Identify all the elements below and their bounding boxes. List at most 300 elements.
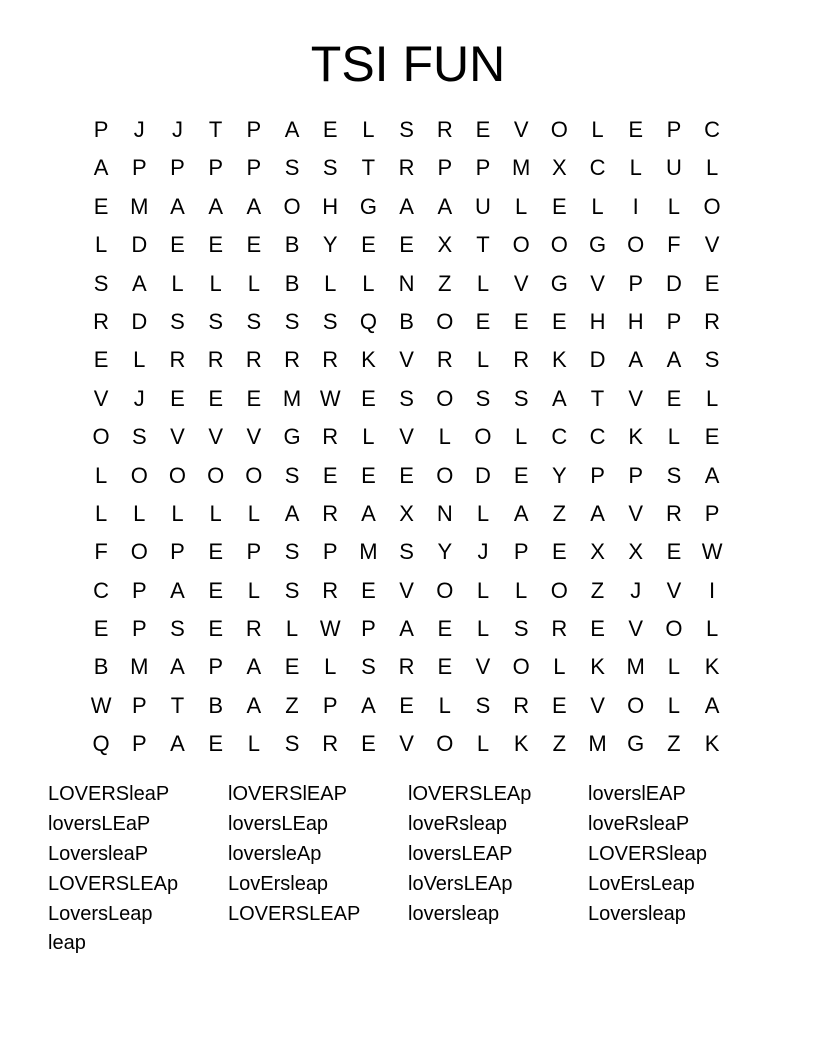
grid-letter: O <box>474 424 492 450</box>
grid-letter: S <box>284 462 300 488</box>
grid-letter: A <box>246 692 262 718</box>
grid-letter: U <box>665 155 682 181</box>
grid-letter: L <box>476 577 490 603</box>
grid-letter: P <box>246 117 262 142</box>
grid-letter: F <box>667 232 681 258</box>
grid-letter: M <box>588 731 607 757</box>
grid-letter: E <box>628 117 644 142</box>
grid-row <box>82 457 732 495</box>
grid-letter: L <box>667 424 681 450</box>
grid-letter: L <box>515 193 528 219</box>
grid-letter: P <box>590 462 605 488</box>
grid-letter: L <box>362 424 375 450</box>
grid-letter: D <box>131 232 148 258</box>
grid-letter: S <box>361 654 376 680</box>
grid-letter: R <box>322 500 339 526</box>
grid-letter: B <box>284 232 300 258</box>
grid-letter: S <box>93 270 109 296</box>
grid-letter: R <box>93 308 110 334</box>
grid-letter: S <box>513 385 529 411</box>
grid-letter: D <box>589 347 606 373</box>
grid-row <box>82 418 732 456</box>
grid-letter: P <box>246 155 262 181</box>
grid-letter: Z <box>438 270 452 296</box>
grid-letter: K <box>361 347 376 373</box>
grid-letter: P <box>170 155 185 181</box>
grid-letter: G <box>550 270 568 296</box>
grid-letter: E <box>93 193 109 219</box>
grid-row <box>82 303 732 341</box>
grid-letter: X <box>590 539 605 565</box>
grid-letter: E <box>704 270 720 296</box>
grid-letter: R <box>551 616 568 642</box>
grid-letter: P <box>704 500 720 526</box>
grid-letter: R <box>322 424 339 450</box>
grid-letter: M <box>511 155 531 181</box>
grid-letter: S <box>475 385 491 411</box>
grid-letter: P <box>322 692 338 718</box>
word-list <box>48 780 768 959</box>
grid-letter: R <box>436 347 453 373</box>
grid-letter: R <box>398 654 415 680</box>
grid-letter: S <box>170 308 185 334</box>
grid-letter: J <box>477 539 489 565</box>
grid-letter: L <box>476 270 490 296</box>
grid-letter: B <box>208 692 223 718</box>
word-list-item: leap <box>48 932 86 955</box>
grid-letter: E <box>246 385 262 411</box>
grid-letter: Z <box>285 692 299 718</box>
word-list-item: LoversleaP <box>48 842 149 865</box>
grid-letter: O <box>130 462 148 488</box>
grid-letter: A <box>246 193 262 219</box>
word-list-item: loveRsleap <box>408 812 507 835</box>
grid-row <box>82 149 732 187</box>
grid-letter: L <box>553 654 566 680</box>
grid-letter: E <box>284 654 300 680</box>
grid-letter: E <box>666 385 682 411</box>
grid-letter: P <box>361 616 376 642</box>
grid-letter: S <box>399 117 414 142</box>
grid-letter: E <box>361 731 376 757</box>
grid-letter: K <box>590 654 605 680</box>
grid-letter: O <box>283 193 301 219</box>
word-list-item: loversLEap <box>228 812 329 835</box>
grid-row <box>82 648 732 686</box>
grid-letter: A <box>170 731 185 757</box>
grid-letter: H <box>322 193 339 219</box>
grid-letter: E <box>208 385 223 411</box>
word-list-item: LOVERSleaP <box>48 783 170 805</box>
grid-row <box>82 380 732 418</box>
grid-letter: L <box>515 424 528 450</box>
grid-letter: C <box>589 155 606 181</box>
grid-letter: E <box>552 308 567 334</box>
grid-letter: S <box>399 539 414 565</box>
grid-row <box>82 725 732 763</box>
grid-letter: O <box>168 462 187 488</box>
grid-letter: Z <box>590 577 605 603</box>
grid-letter: E <box>552 193 567 219</box>
grid-letter: R <box>436 117 453 142</box>
grid-letter: V <box>93 385 109 411</box>
grid-letter: L <box>171 500 184 526</box>
word-list-item: LOVERSLEAP <box>228 902 361 925</box>
grid-letter: P <box>437 155 453 181</box>
grid-letter: P <box>131 731 147 757</box>
word-list-item: LovErsleap <box>228 872 329 895</box>
grid-letter: A <box>170 654 185 680</box>
grid-letter: O <box>245 462 263 488</box>
grid-letter: A <box>590 500 605 526</box>
grid-letter: R <box>704 308 721 334</box>
grid-letter: O <box>627 232 645 258</box>
grid-letter: L <box>324 654 337 680</box>
word-list-item: LovErsLeap <box>588 872 695 895</box>
grid-letter: S <box>131 424 147 450</box>
grid-letter: S <box>666 462 682 488</box>
grid-letter: Z <box>552 500 567 526</box>
grid-letter: E <box>170 385 185 411</box>
grid-letter: E <box>361 385 376 411</box>
grid-letter: E <box>361 232 376 258</box>
grid-letter: L <box>247 577 260 603</box>
grid-letter: M <box>130 654 149 680</box>
grid-letter: L <box>438 692 451 718</box>
grid-letter: T <box>361 155 376 181</box>
word-list-item: lOVERSLEAp <box>408 783 532 805</box>
grid-letter: E <box>475 308 491 334</box>
grid-letter: E <box>552 539 567 565</box>
grid-letter: O <box>130 539 148 565</box>
grid-letter: K <box>628 424 644 450</box>
grid-letter: S <box>284 155 300 181</box>
grid-letter: N <box>398 270 415 296</box>
grid-letter: K <box>704 731 720 757</box>
grid-letter: L <box>476 500 490 526</box>
grid-letter: N <box>436 500 453 526</box>
word-list-item: loversLEAP <box>408 842 513 865</box>
grid-letter: M <box>130 193 149 219</box>
grid-letter: Z <box>667 731 681 757</box>
grid-letter: A <box>170 193 185 219</box>
word-list-item: loversleap <box>408 902 500 925</box>
grid-letter: J <box>630 577 642 603</box>
grid-letter: O <box>436 462 454 488</box>
grid-letter: E <box>666 539 682 565</box>
grid-letter: P <box>170 539 185 565</box>
grid-row <box>82 610 732 648</box>
grid-letter: L <box>515 577 528 603</box>
grid-letter: E <box>475 117 491 142</box>
grid-letter: E <box>513 308 529 334</box>
grid-letter: R <box>513 347 530 373</box>
grid-letter: L <box>247 270 260 296</box>
grid-letter: Q <box>92 731 110 757</box>
grid-letter: E <box>399 692 414 718</box>
grid-letter: R <box>284 347 300 373</box>
grid-row <box>82 533 732 571</box>
grid-letter: L <box>438 424 451 450</box>
grid-letter: R <box>398 155 415 181</box>
word-list-item: LoversLeap <box>48 902 153 925</box>
grid-letter: A <box>437 193 453 219</box>
grid-letter: K <box>704 654 720 680</box>
grid-letter: L <box>247 500 260 526</box>
grid-letter: E <box>208 232 223 258</box>
grid-letter: V <box>513 270 529 296</box>
grid-letter: A <box>208 193 223 219</box>
grid-letter: S <box>322 308 338 334</box>
grid-letter: S <box>322 155 338 181</box>
grid-letter: O <box>512 232 530 258</box>
grid-letter: A <box>361 692 376 718</box>
grid-letter: S <box>284 731 300 757</box>
grid-letter: L <box>94 462 108 488</box>
grid-letter: M <box>359 539 378 565</box>
grid-letter: P <box>628 270 644 296</box>
grid-letter: L <box>362 270 375 296</box>
grid-letter: R <box>322 347 339 373</box>
grid-letter: L <box>94 500 108 526</box>
grid-letter: K <box>552 347 567 373</box>
grid-letter: E <box>590 616 605 642</box>
grid-letter: D <box>131 308 148 334</box>
grid-letter: P <box>475 155 491 181</box>
word-list-item: lOVERSlEAP <box>228 783 347 805</box>
grid-letter: I <box>632 193 639 219</box>
grid-letter: A <box>93 155 109 181</box>
grid-letter: L <box>133 500 146 526</box>
grid-letter: X <box>437 232 453 258</box>
grid-letter: V <box>208 424 223 450</box>
grid-letter: A <box>552 385 567 411</box>
grid-letter: S <box>284 308 300 334</box>
grid-letter: Y <box>437 539 453 565</box>
grid-letter: L <box>247 731 260 757</box>
grid-letter: V <box>590 270 605 296</box>
grid-letter: B <box>93 654 109 680</box>
grid-letter: L <box>591 117 604 142</box>
grid-letter: E <box>93 347 109 373</box>
grid-letter: I <box>709 577 716 603</box>
grid-letter: A <box>284 500 300 526</box>
grid-row <box>82 572 732 610</box>
page-title: TSI FUN <box>310 36 506 92</box>
grid-letter: A <box>704 462 720 488</box>
grid-letter: E <box>361 462 376 488</box>
grid-letter: V <box>399 347 414 373</box>
grid-letter: L <box>209 270 222 296</box>
grid-letter: S <box>399 385 414 411</box>
grid-letter: A <box>399 193 414 219</box>
grid-letter: W <box>319 385 341 411</box>
grid-letter: P <box>93 117 109 142</box>
grid-letter: G <box>359 193 377 219</box>
grid-letter: P <box>131 616 147 642</box>
grid-letter: O <box>550 577 568 603</box>
grid-letter: L <box>476 347 490 373</box>
grid-letter: L <box>705 616 719 642</box>
word-list-item: Loversleap <box>588 902 686 925</box>
grid-letter: O <box>512 654 530 680</box>
grid-letter: E <box>170 232 185 258</box>
grid-letter: S <box>475 692 491 718</box>
grid-letter: V <box>628 385 644 411</box>
grid-row <box>82 226 732 264</box>
grid-letter: E <box>93 616 109 642</box>
grid-letter: V <box>628 616 644 642</box>
grid-letter: A <box>666 347 682 373</box>
grid-row <box>82 687 732 725</box>
grid-letter: E <box>208 539 223 565</box>
grid-letter: O <box>92 424 110 450</box>
grid-row <box>82 341 732 379</box>
grid-letter: E <box>513 462 529 488</box>
grid-letter: W <box>90 692 112 718</box>
grid-letter: O <box>436 385 454 411</box>
letter-grid <box>82 111 732 764</box>
grid-letter: O <box>703 193 721 219</box>
grid-letter: E <box>552 692 567 718</box>
grid-letter: H <box>589 308 606 334</box>
grid-letter: E <box>208 577 223 603</box>
grid-letter: L <box>94 232 108 258</box>
word-list-item: loversleAp <box>228 842 322 865</box>
grid-letter: S <box>513 616 529 642</box>
grid-letter: L <box>133 347 146 373</box>
grid-letter: V <box>399 577 414 603</box>
grid-letter: V <box>399 731 414 757</box>
grid-letter: R <box>207 347 224 373</box>
grid-letter: O <box>550 117 568 142</box>
grid-letter: Q <box>359 308 377 334</box>
grid-letter: J <box>133 385 145 411</box>
grid-letter: A <box>513 500 529 526</box>
grid-letter: E <box>704 424 720 450</box>
grid-letter: P <box>666 117 682 142</box>
grid-letter: E <box>208 731 223 757</box>
grid-letter: A <box>246 654 262 680</box>
grid-letter: V <box>246 424 262 450</box>
grid-letter: M <box>626 654 645 680</box>
grid-letter: D <box>665 270 682 296</box>
grid-letter: B <box>284 270 300 296</box>
word-list-item: loveRsleaP <box>588 812 690 835</box>
grid-letter: R <box>322 731 339 757</box>
grid-letter: B <box>399 308 414 334</box>
grid-letter: R <box>513 692 530 718</box>
grid-letter: E <box>361 577 376 603</box>
grid-letter: L <box>591 193 604 219</box>
grid-letter: L <box>171 270 184 296</box>
grid-letter: X <box>552 155 567 181</box>
grid-letter: W <box>701 539 723 565</box>
grid-letter: X <box>399 500 414 526</box>
grid-letter: P <box>513 539 529 565</box>
grid-letter: S <box>246 308 262 334</box>
grid-letter: O <box>627 692 645 718</box>
grid-letter: K <box>513 731 529 757</box>
word-list-item: loversLEaP <box>48 812 151 835</box>
grid-letter: E <box>437 616 453 642</box>
grid-letter: P <box>208 654 223 680</box>
grid-letter: V <box>475 654 491 680</box>
grid-letter: V <box>704 232 720 258</box>
grid-letter: L <box>476 616 490 642</box>
grid-letter: S <box>704 347 720 373</box>
grid-letter: S <box>284 577 300 603</box>
grid-letter: T <box>590 385 605 411</box>
word-list-item: LOVERSLEAp <box>48 872 179 895</box>
word-list-item: LOVERSleap <box>588 842 707 865</box>
grid-letter: P <box>208 155 223 181</box>
grid-letter: G <box>588 232 607 258</box>
grid-row <box>82 188 732 226</box>
grid-letter: S <box>170 616 185 642</box>
grid-letter: L <box>667 654 681 680</box>
grid-row <box>82 495 732 533</box>
grid-letter: E <box>437 654 453 680</box>
grid-letter: P <box>628 462 644 488</box>
grid-letter: A <box>399 616 414 642</box>
grid-letter: A <box>628 347 644 373</box>
grid-letter: R <box>245 616 262 642</box>
grid-letter: T <box>476 232 490 258</box>
grid-letter: O <box>436 731 454 757</box>
grid-letter: M <box>282 385 302 411</box>
grid-letter: L <box>324 270 337 296</box>
grid-letter: S <box>208 308 223 334</box>
grid-letter: O <box>436 308 454 334</box>
grid-letter: R <box>665 500 682 526</box>
grid-letter: R <box>169 347 186 373</box>
grid-letter: Y <box>552 462 567 488</box>
grid-letter: E <box>322 462 338 488</box>
grid-letter: O <box>436 577 454 603</box>
grid-letter: J <box>171 117 183 142</box>
grid-letter: W <box>319 616 341 642</box>
grid-letter: P <box>246 539 262 565</box>
grid-letter: C <box>589 424 606 450</box>
grid-letter: E <box>208 616 223 642</box>
grid-letter: V <box>628 500 644 526</box>
grid-letter: L <box>362 117 375 142</box>
grid-letter: E <box>246 232 262 258</box>
word-list-item: loverslEAP <box>588 783 686 805</box>
grid-row <box>82 111 732 149</box>
grid-letter: L <box>476 731 490 757</box>
grid-letter: O <box>550 232 568 258</box>
grid-letter: T <box>208 117 223 142</box>
grid-letter: O <box>207 462 225 488</box>
grid-letter: V <box>590 692 605 718</box>
grid-letter: E <box>399 462 414 488</box>
grid-letter: A <box>704 692 720 718</box>
grid-letter: C <box>93 577 110 603</box>
grid-letter: U <box>475 193 491 219</box>
grid-letter: L <box>285 616 299 642</box>
grid-letter: E <box>322 117 338 142</box>
grid-letter: D <box>475 462 491 488</box>
grid-letter: A <box>170 577 185 603</box>
grid-letter: C <box>704 117 721 142</box>
grid-letter: P <box>666 308 682 334</box>
grid-letter: T <box>170 692 185 718</box>
grid-letter: Z <box>552 731 567 757</box>
grid-letter: V <box>666 577 682 603</box>
grid-letter: E <box>399 232 414 258</box>
